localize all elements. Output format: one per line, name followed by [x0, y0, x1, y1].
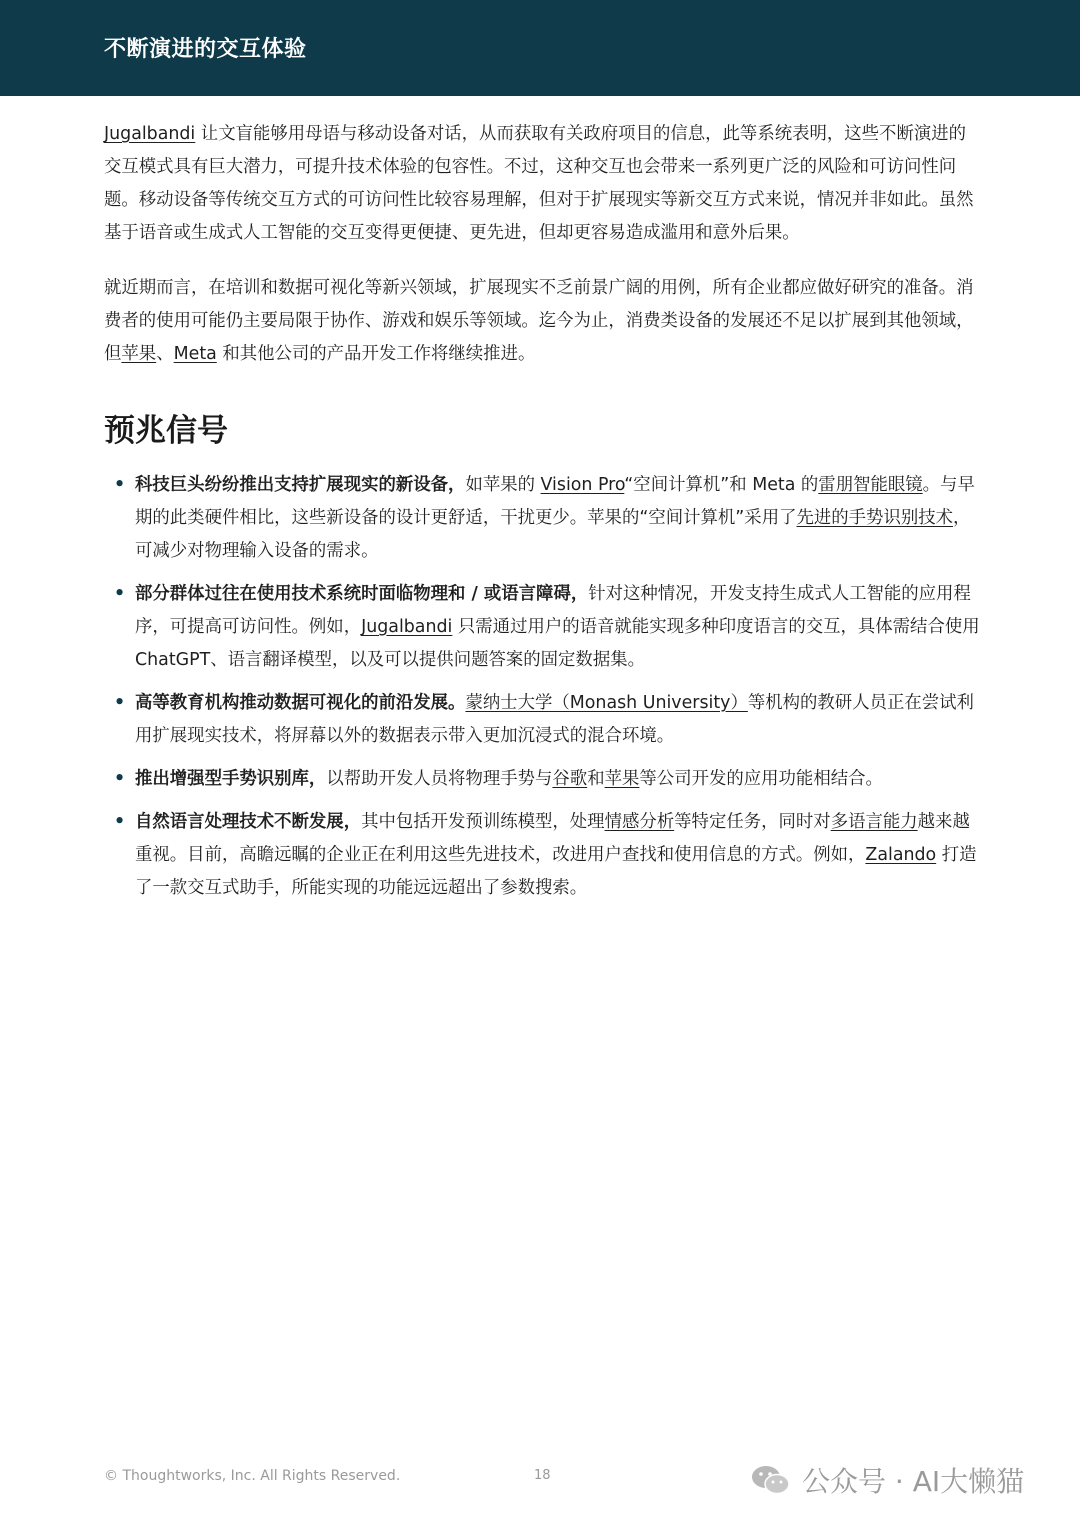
bullet-icon: • [114, 812, 126, 832]
bullet-icon: • [114, 584, 126, 604]
text-run: 让文盲能够用母语与移动设备对话，从而获取有关政府项目的信息，此等系统表明，这些不断演进的交互模式具有巨大潜力，可提升技术体验的包容性。不过，这种交互也会带来一系列更广泛的风险和可访问性问题。移动设备等传统交互方式的可访问性比较容易理解，但对于扩展现实等新交互方式来说，情况并非如此。虽然基于语音或生成式人工智能的交互变得更便捷、更先进，但却更容易造成滥用和意外后果。 [104, 124, 974, 243]
inline-link[interactable]: Jugalbandi [361, 617, 453, 637]
list-item [104, 763, 980, 796]
list-item [104, 469, 980, 568]
bold-lead-text: 部分群体过往在使用技术系统时面临物理和 / 或语言障碍， [135, 584, 589, 604]
text-run: 越来越重视。目前，高瞻远瞩的企业正在利用这些先进技术，改进用户查找和使用信息的方式。例如， [135, 812, 970, 865]
text-run: 打造了一款交互式助手，所能实现的功能远远超出了参数搜索。 [135, 845, 977, 898]
inline-link[interactable]: 苹果 [604, 769, 640, 789]
text-run: “空间计算机”和 Meta 的 [624, 475, 819, 495]
text-run: 等公司开发的应用功能相结合。 [639, 769, 883, 789]
footer-copyright: © Thoughtworks, Inc. All Rights Reserved. [104, 1468, 401, 1484]
bold-lead-text: 推出增强型手势识别库， [135, 769, 327, 789]
list-item [104, 687, 980, 753]
inline-link[interactable]: 谷歌 [552, 769, 588, 789]
text-run: 等机构的教研人员正在尝试利用扩展现实技术，将屏幕以外的数据表示带入更加沉浸式的混合环境。 [135, 693, 974, 746]
intro-paragraphs [104, 118, 980, 371]
bullet-icon: • [114, 475, 126, 495]
section-title: 预兆信号 [104, 413, 228, 449]
inline-link[interactable]: 雷朋智能眼镜 [818, 475, 923, 495]
text-run: 针对这种情况，开发支持生成式人工智能的应用程序，可提高可访问性。例如， [135, 584, 971, 637]
text-run: 、 [156, 344, 174, 364]
inline-link[interactable]: 苹果 [121, 344, 157, 364]
inline-link[interactable]: 先进的手势识别技术 [796, 508, 954, 528]
body-paragraph [104, 118, 980, 250]
bold-lead-text: 科技巨头纷纷推出支持扩展现实的新设备， [135, 475, 466, 495]
bold-lead-text: 高等教育机构推动数据可视化的前沿发展。 [135, 693, 466, 713]
inline-link[interactable]: Meta [173, 344, 217, 364]
text-run: 以帮助开发人员将物理手势与 [326, 769, 553, 789]
text-run: 就近期而言，在培训和数据可视化等新兴领域，扩展现实不乏前景广阔的用例，所有企业都应做好研究的准备。消费者的使用可能仍主要局限于协作、游戏和娱乐等领域。迄今为止，消费类设备的发展还不足以扩展到其他领域，但 [104, 278, 974, 364]
text-run: 只需通过用户的语音就能实现多种印度语言的交互，具体需结合使用 ChatGPT、语言翻译模型，以及可以提供问题答案的固定数据集。 [135, 617, 980, 670]
text-run: 其中包括开发预训练模型，处理 [361, 812, 605, 832]
text-run: 。与早期的此类硬件相比，这些新设备的设计更舒适，干扰更少。苹果的“空间计算机”采用了 [135, 475, 975, 528]
bold-lead-text: 自然语言处理技术不断发展， [135, 812, 362, 832]
list-item [104, 578, 980, 677]
text-run: ，可减少对物理输入设备的需求。 [135, 508, 971, 561]
watermark-text: 公众号 · AI大懒猫 [802, 1465, 1025, 1498]
text-run: 和 [587, 769, 605, 789]
list-item [104, 806, 980, 905]
signal-list [104, 469, 980, 905]
inline-link[interactable]: 蒙纳士大学（Monash University） [465, 693, 748, 713]
wechat-icon [750, 1463, 792, 1497]
inline-link[interactable]: 情感分析 [604, 812, 675, 832]
page-header [0, 0, 1080, 96]
watermark [750, 1460, 1024, 1500]
text-run: 如苹果的 [465, 475, 541, 495]
main-content [104, 118, 980, 915]
text-run: 和其他公司的产品开发工作将继续推进。 [216, 344, 536, 364]
inline-link[interactable]: Jugalbandi [104, 124, 196, 144]
inline-link[interactable]: Vision Pro [540, 475, 625, 495]
bullet-icon: • [114, 769, 126, 789]
bullet-icon: • [114, 693, 126, 713]
text-run: 等特定任务，同时对 [674, 812, 831, 832]
header-title: 不断演进的交互体验 [104, 36, 307, 62]
page-number: 18 [534, 1468, 551, 1483]
inline-link[interactable]: Zalando [865, 845, 937, 865]
body-paragraph [104, 272, 980, 371]
inline-link[interactable]: 多语言能力 [830, 812, 918, 832]
